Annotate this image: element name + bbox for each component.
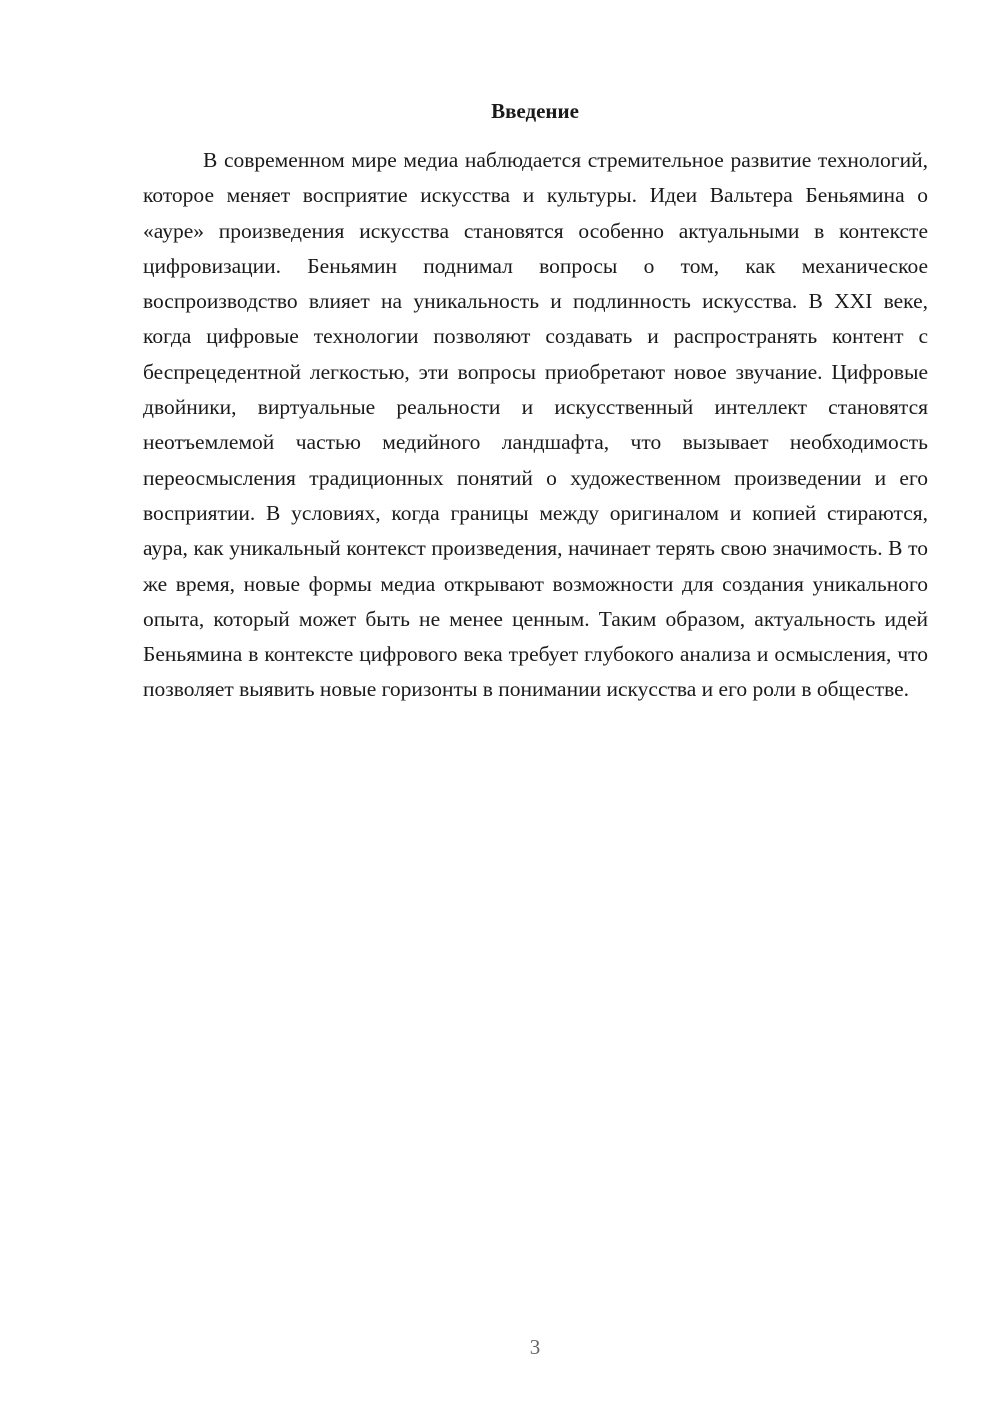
section-heading: Введение: [491, 99, 579, 123]
page-number: 3: [529, 1335, 541, 1359]
body-paragraph: В современном мире медиа наблюдается стремительное развитие технологий, которое меняет восприятие искусства и культуры. Идеи Вальтера Беньямина о «ауре» произведения искусства становятся особенно актуальными в контексте цифровизации. Беньямин поднимал вопросы о том, как механическое воспроизводство влияет на уникальность и подлинность искусства. В XXI веке, когда цифровые технологии позволяют создавать и распространять контент с беспрецедентной легкостью, эти вопросы приобретают новое звучание. Цифровые двойники, виртуальные реальности и искусственный интеллект становятся неотъемлемой частью медийного ландшафта, что вызывает необходимость переосмысления традиционных понятий о художественном произведении и его восприятии. В условиях, когда границы между оригиналом и копией стираются, аура, как уникальный контекст произведения, начинает терять свою значимость. В то же время, новые формы медиа открывают возможности для создания уникального опыта, который может быть не менее ценным. Таким образом, актуальность идей Беньямина в контексте цифрового века требует глубокого анализа и осмысления, что позволяет выявить новые горизонты в понимании искусства и его роли в обществе.: [143, 148, 928, 702]
